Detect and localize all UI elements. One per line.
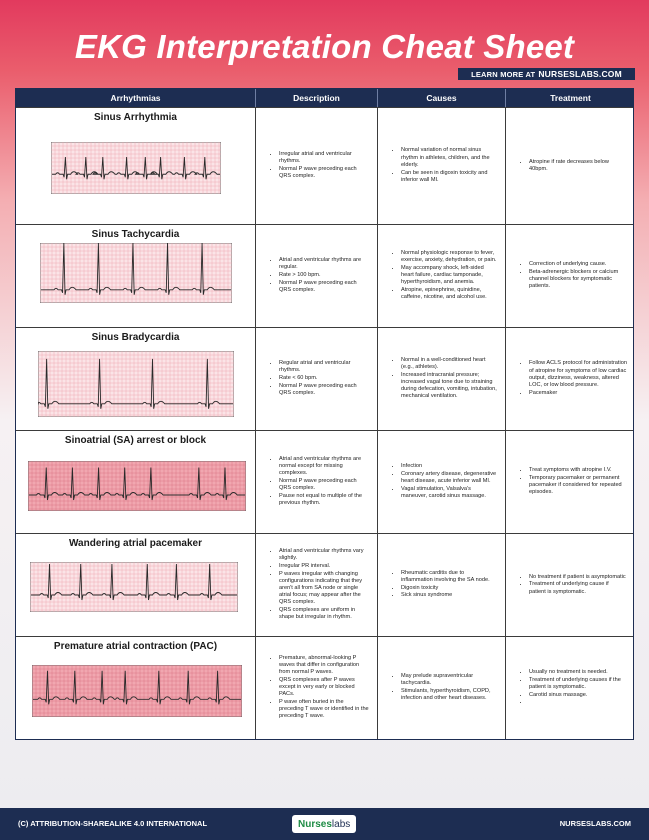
description-cell bbox=[256, 108, 378, 224]
header-arrhythmias: Arrhythmias bbox=[16, 89, 256, 107]
description-item: • Pause not equal to multiple of the previous rhythm. bbox=[279, 493, 369, 507]
causes-item: • May accompany shock, left-sided heart failure, cardiac tamponade, hyperthyroidism, and anemia. bbox=[401, 265, 497, 287]
description-cell bbox=[256, 534, 378, 636]
logo-text-b: labs bbox=[331, 818, 351, 830]
arrhythmia-name: Sinus Bradycardia bbox=[91, 332, 180, 343]
arrhythmia-name: Sinus Tachycardia bbox=[91, 229, 180, 240]
causes-list bbox=[389, 357, 497, 401]
ecg-strip bbox=[32, 665, 242, 717]
description-item: • Atrial and ventricular rhythms are normal except for missing complexes. bbox=[279, 456, 369, 478]
treatment-item: • Treatment of underlying cause if patient is symptomatic. bbox=[529, 581, 627, 595]
learn-more-prefix: LEARN MORE AT bbox=[471, 69, 536, 79]
ecg-strip bbox=[40, 243, 232, 303]
causes-item: • Infection bbox=[401, 463, 497, 470]
ecg-strip-svg bbox=[51, 142, 221, 194]
ecg-strip bbox=[38, 351, 234, 417]
treatment-item: • Treatment of underlying causes if the patient is symptomatic. bbox=[529, 677, 627, 691]
treatment-cell bbox=[506, 534, 635, 636]
description-item: • Atrial and ventricular rhythms are regular. bbox=[279, 257, 369, 271]
treatment-item: • Temporary pacemaker or permanent pacemaker if considered for repeated episodes. bbox=[529, 475, 627, 497]
treatment-item bbox=[529, 699, 627, 706]
arrhythmia-name: Sinoatrial (SA) arrest or block bbox=[64, 435, 207, 446]
table-body bbox=[16, 107, 633, 739]
causes-cell bbox=[378, 328, 506, 430]
header-description: Description bbox=[256, 89, 378, 107]
treatment-item: • Treat symptoms with atropine I.V. bbox=[529, 467, 627, 474]
causes-item: • Rheumatic carditis due to inflammation involving the SA node. bbox=[401, 570, 497, 584]
causes-item: • Normal in a well-conditioned heart (e.g., athletes). bbox=[401, 357, 497, 371]
causes-list bbox=[389, 147, 497, 184]
treatment-item: • Correction of underlying cause. bbox=[529, 261, 627, 268]
description-item: • QRS complexes are uniform in shape but irregular in rhythm. bbox=[279, 607, 369, 621]
ecg-strip-svg bbox=[40, 243, 232, 303]
arrhythmia-cell bbox=[16, 108, 256, 224]
description-item: • Regular atrial and ventricular rhythms. bbox=[279, 360, 369, 374]
description-list bbox=[267, 548, 369, 622]
footer-site-link[interactable]: NURSESLABS.COM bbox=[559, 819, 631, 828]
causes-list bbox=[389, 463, 497, 501]
treatment-list bbox=[517, 574, 627, 597]
causes-cell bbox=[378, 637, 506, 739]
description-item: • Rate > 100 bpm. bbox=[279, 272, 369, 279]
header-treatment: Treatment bbox=[550, 93, 591, 103]
description-list bbox=[267, 151, 369, 181]
learn-more-site: NURSESLABS.COM bbox=[538, 69, 622, 79]
table-row bbox=[16, 636, 633, 739]
causes-item: • Coronary artery disease, degenerative heart disease, acute inferior wall MI. bbox=[401, 471, 497, 485]
description-cell bbox=[256, 637, 378, 739]
arrhythmia-cell bbox=[16, 637, 256, 739]
causes-item: • Normal physiologic response to fever, exercise, anxiety, dehydration, or pain. bbox=[401, 250, 497, 264]
header-causes: Causes bbox=[378, 89, 506, 107]
ecg-strip-svg bbox=[32, 665, 242, 717]
causes-item: • Vagal stimulation, Valsalva's maneuver, carotid sinus massage. bbox=[401, 486, 497, 500]
description-item: • Atrial and ventricular rhythms vary slightly. bbox=[279, 548, 369, 562]
description-item: • Normal P wave preceding each QRS complex. bbox=[279, 166, 369, 180]
description-item: • Premature, abnormal-looking P waves that differ in configuration from normal P waves. bbox=[279, 655, 369, 677]
arrhythmia-name: Sinus Arrhythmia bbox=[94, 112, 177, 123]
treatment-list bbox=[517, 669, 627, 707]
treatment-item: • Atropine if rate decreases below 40bpm. bbox=[529, 159, 627, 173]
description-list bbox=[267, 360, 369, 398]
treatment-item: • Carotid sinus massage. bbox=[529, 692, 627, 699]
treatment-list bbox=[517, 261, 627, 291]
description-item: • Normal P wave preceding each QRS complex. bbox=[279, 280, 369, 294]
description-item: • P waves irregular with changing configurations indicating that they aren't all from SA node or single atrial focus; may appear after the QRS complex. bbox=[279, 571, 369, 607]
treatment-cell bbox=[506, 225, 635, 327]
logo-text-a: Nurses bbox=[298, 818, 332, 830]
learn-more-link[interactable] bbox=[458, 68, 635, 80]
treatment-cell bbox=[506, 431, 635, 533]
description-list bbox=[267, 655, 369, 721]
causes-item: • May prelude supraventricular tachycardia. bbox=[401, 673, 497, 687]
treatment-item: • Beta-adrenergic blockers or calcium channel blockers for symptomatic patients. bbox=[529, 269, 627, 291]
table-row bbox=[16, 430, 633, 533]
causes-item: • Stimulants, hyperthyroidism, COPD, infection and other heart diseases. bbox=[401, 688, 497, 702]
ecg-strip bbox=[51, 142, 221, 194]
description-list bbox=[267, 257, 369, 295]
causes-list bbox=[389, 250, 497, 302]
ecg-grid-background bbox=[32, 665, 242, 717]
treatment-list bbox=[517, 159, 627, 174]
treatment-list bbox=[517, 467, 627, 497]
causes-item: • Digoxin toxicity bbox=[401, 585, 497, 592]
ecg-strip-svg bbox=[30, 562, 238, 612]
page-title: EKG Interpretation Cheat Sheet bbox=[74, 28, 575, 65]
arrhythmia-cell bbox=[16, 328, 256, 430]
treatment-cell bbox=[506, 328, 635, 430]
description-item: • Irregular atrial and ventricular rhythms. bbox=[279, 151, 369, 165]
ecg-strip-svg bbox=[38, 351, 234, 417]
treatment-list bbox=[517, 360, 627, 397]
arrhythmia-name: Premature atrial contraction (PAC) bbox=[53, 641, 218, 652]
causes-item: • Increased intracranial pressure; increased vagal tone due to straining during defecation, vomiting, intubation, mechanical ventilation. bbox=[401, 372, 497, 401]
table-header bbox=[16, 89, 633, 107]
description-list bbox=[267, 456, 369, 508]
treatment-cell bbox=[506, 637, 635, 739]
table-row bbox=[16, 327, 633, 430]
table-row bbox=[16, 107, 633, 224]
ecg-strip bbox=[30, 562, 238, 612]
causes-cell bbox=[378, 431, 506, 533]
description-item: • QRS complexes after P waves except in very early or blocked PACs. bbox=[279, 677, 369, 699]
description-cell bbox=[256, 328, 378, 430]
treatment-item: • No treatment if patient is asymptomatic bbox=[529, 574, 627, 581]
treatment-item: • Usually no treatment is needed. bbox=[529, 669, 627, 676]
causes-item: • Atropine, epinephrine, quinidine, caffeine, nicotine, and alcohol use. bbox=[401, 287, 497, 301]
treatment-item: • Follow ACLS protocol for administration of atropine for symptoms of low cardiac output, dizziness, weakness, altered LOC, or low blood pressure. bbox=[529, 360, 627, 389]
ecg-grid-background bbox=[28, 461, 246, 511]
ecg-strip bbox=[28, 461, 246, 511]
treatment-item: • Pacemaker bbox=[529, 390, 627, 397]
footer bbox=[0, 808, 649, 840]
description-item: • Normal P wave preceding each QRS complex. bbox=[279, 478, 369, 492]
causes-cell bbox=[378, 534, 506, 636]
description-cell bbox=[256, 431, 378, 533]
causes-list bbox=[389, 570, 497, 600]
arrhythmia-name: Wandering atrial pacemaker bbox=[68, 538, 202, 549]
causes-item: • Can be seen in digoxin toxicity and inferior wall MI. bbox=[401, 170, 497, 184]
causes-cell bbox=[378, 108, 506, 224]
table-row bbox=[16, 224, 633, 327]
treatment-cell bbox=[506, 108, 635, 224]
arrhythmia-cell bbox=[16, 225, 256, 327]
description-item: • Rate < 60 bpm. bbox=[279, 375, 369, 382]
arrhythmia-cell bbox=[16, 534, 256, 636]
cheat-sheet-table bbox=[15, 88, 634, 740]
causes-item: • Sick sinus syndrome bbox=[401, 592, 497, 599]
description-item: • Irregular PR interval. bbox=[279, 563, 369, 570]
causes-item: • Normal variation of normal sinus rhythm in athletes, children, and the elderly. bbox=[401, 147, 497, 169]
description-cell bbox=[256, 225, 378, 327]
arrhythmia-cell bbox=[16, 431, 256, 533]
description-item: • Normal P wave preceding each QRS complex. bbox=[279, 383, 369, 397]
table-row bbox=[16, 533, 633, 636]
nurseslabs-logo bbox=[292, 815, 356, 833]
causes-list bbox=[389, 673, 497, 703]
causes-cell bbox=[378, 225, 506, 327]
license-text: (C) ATTRIBUTION-SHAREALIKE 4.0 INTERNATIONAL bbox=[18, 819, 208, 828]
ecg-strip-svg bbox=[28, 461, 246, 511]
description-item: • P wave often buried in the preceding T wave or identified in the preceding T wave. bbox=[279, 699, 369, 721]
